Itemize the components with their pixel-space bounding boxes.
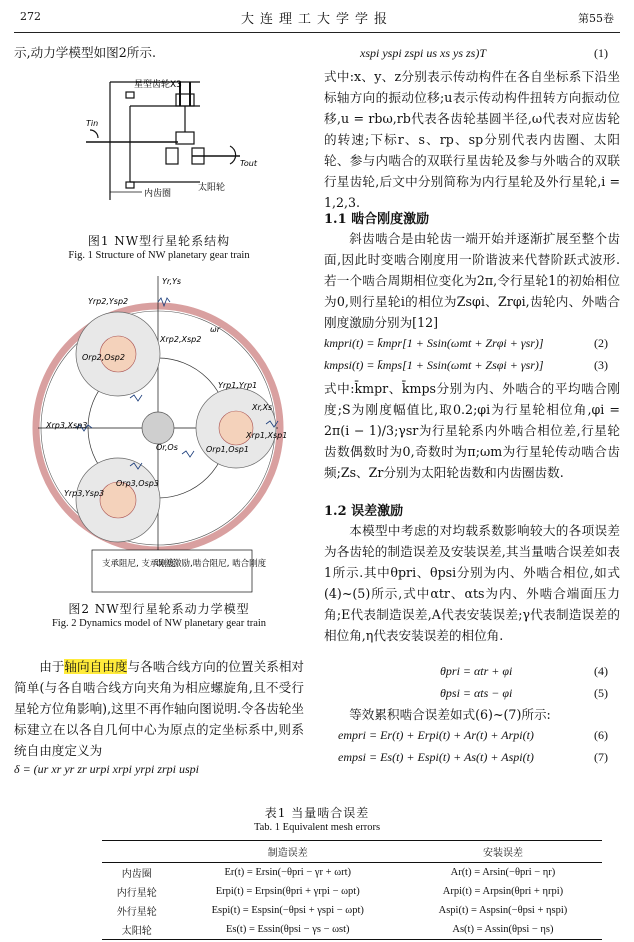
eq1-line: xspi yspi zspi us xs ys zs)T: [360, 46, 487, 60]
figure-2-dynamics-model: [30, 268, 290, 598]
eq2-number: (2): [594, 336, 608, 350]
para-before: 由于: [39, 659, 65, 674]
table-cell: Es(t) = Essin(θpsi − γs − ωst): [172, 920, 404, 940]
highlighted-phrase: 轴向自由度: [64, 659, 128, 674]
fig2-legend: [92, 550, 252, 592]
table-cell: Er(t) = Ersin(−θpri − γr + ωrt): [224, 867, 352, 878]
eq6-number: (6): [594, 728, 608, 742]
eq4: θpri = αtr + φi: [440, 664, 513, 678]
table-row: [102, 882, 602, 901]
table-cell: As(t) = Assin(θpsi − ηs): [404, 920, 602, 940]
fig2-xrp3-label: Xrp3,Xsp3: [46, 421, 88, 430]
section-1-1-paragraph-2: 式中:k̄mpr、k̄mps分别为内、外啮合的平均啮合刚度;S为刚度幅值比,取0.2;φi为行星轮相位角,φi = 2π(i − 1)/3;γsr为行星轮系内外啮合相位差,行星轮齿数偶数时为0,奇数时为π;ωm为行星轮传动啮合齿频;Zs、Zr分别为太阳轮齿数和内齿圈齿数.: [324, 381, 620, 480]
eq4-number: (4): [594, 664, 608, 678]
planet-gear-top: [176, 94, 194, 106]
spring-mark: [182, 451, 194, 457]
fig2-orp1-label: Orp1,Osp1: [206, 445, 249, 454]
figure-1-caption-en: Fig. 1 Structure of NW planetary gear train: [68, 250, 250, 261]
table-cell-label: 太阳轮: [102, 920, 172, 940]
table-header-cell: [102, 841, 172, 863]
table-cell-label: 内行星轮: [116, 888, 157, 899]
eq3-number: (3): [594, 358, 608, 372]
section-1-1-heading: 1.1 啮合刚度激励: [324, 212, 430, 227]
eq5: θpsi = αts − φi: [440, 686, 513, 700]
section-1-2-heading: 1.2 误差激励: [324, 504, 404, 519]
planet-gear-bottom: [176, 132, 194, 144]
input-torque-arrow: [90, 130, 98, 138]
fig1-planet-label: 星型齿轮X3: [134, 80, 182, 90]
eq2: kmpri(t) = k̄mpr[1 + Ssin(ωmt + Zrφi + γsr)]: [324, 336, 544, 350]
fig2-legend-2: 误差激励,啮合阻尼, 啮合刚度: [156, 559, 267, 569]
table-header-cell: 安装误差: [404, 841, 602, 863]
fig2-yrp2-label: Yrp2,Ysp2: [88, 297, 129, 306]
dof-vector: δ = (ur xr yr zr urpi xrpi yrpi zrpi uspi: [14, 762, 200, 776]
eq7: empsi = Es(t) + Espi(t) + As(t) + Aspi(t): [338, 750, 534, 764]
table-1: [102, 840, 602, 940]
table-row: [102, 863, 602, 883]
table-cell-label: 内齿圈: [121, 869, 152, 880]
section-1-1-paragraph: 斜齿啮合是由轮齿一端开始并逐渐扩展至整个齿面,因此时变啮合刚度用一阶谐波来代替阶跃式波形.若一个啮合周期相位变化为2π,令行星轮1的初始相位为0,则行星轮i的相位为Zsφi、Zrφi,齿轮内、外啮合刚度激励分别为[12]: [324, 231, 620, 330]
left-paragraph: [14, 656, 304, 761]
fig2-xrp1-label: Xrp1,Xsp1: [246, 431, 288, 440]
equation-intro: 等效累积啮合误差如式(6)~(7)所示:: [349, 707, 551, 722]
fig2-orp2-label: Orp2,Osp2: [82, 353, 125, 362]
eq7-number: (7): [594, 750, 608, 764]
eq3: kmpsi(t) = k̄mps[1 + Ssin(ωmt + Zsφi + γsr)]: [324, 358, 544, 372]
journal-title: 大连理工大学学报: [240, 12, 393, 27]
fig2-xr-label: Xr,Xs: [252, 403, 273, 412]
fig2-yrp1-label: Yrp1,Yrp1: [218, 381, 258, 390]
table-row: [102, 901, 602, 920]
table-1-caption-zh: 表1 当量啮合误差: [264, 806, 370, 820]
table-1-caption-en: Tab. 1 Equivalent mesh errors: [253, 822, 381, 833]
sun-gear: [142, 412, 174, 444]
fig1-tin-label: Tin: [86, 119, 99, 128]
figure-2-caption-zh: 图2 NW型行星轮系动力学模型: [68, 602, 250, 616]
table-cell: Espi(t) = Espsin(−θpsi + γspi − ωpt): [211, 905, 364, 916]
fig1-tout-label: Tout: [240, 159, 257, 168]
header-rule: [14, 32, 620, 33]
fig2-xrp2-label: Xrp2,Xsp2: [160, 335, 202, 344]
table-header-cell: 制造误差: [172, 841, 404, 863]
bearing-mark: [126, 92, 134, 98]
figure-1-structure: [80, 72, 280, 220]
table-cell-label: 外行星轮: [116, 907, 157, 918]
table-cell: Erpi(t) = Erpsin(θpri + γrpi − ωpt): [215, 886, 360, 897]
spring-mark: [130, 395, 142, 401]
table-row: [102, 920, 602, 940]
fig2-legend-1: 支承阻尼, 支承刚度: [102, 559, 176, 569]
eq1-number: (1): [594, 46, 608, 60]
eq5-number: (5): [594, 686, 608, 700]
table-cell: Ar(t) = Arsin(−θpri − ηr): [450, 867, 556, 878]
table-header-row: [102, 841, 602, 863]
intro-line: 示,动力学模型如图2所示.: [14, 45, 156, 60]
fig2-yrp3-label: Yrp3,Ysp3: [64, 489, 105, 498]
fig2-omega-label: ωr: [210, 325, 220, 334]
fig1-ring-label: 内齿圈: [144, 189, 172, 199]
fig1-sun-label: 太阳轮: [198, 183, 226, 193]
fig2-orp3-label: Orp3,Osp3: [116, 479, 159, 488]
figure-1-caption-zh: 图1 NW型行星轮系结构: [87, 234, 231, 248]
fig2-or-label: Or,Os: [156, 443, 178, 452]
volume-label: 第55卷: [578, 12, 614, 25]
figure-2-caption-en: Fig. 2 Dynamics model of NW planetary gear train: [51, 618, 267, 629]
section-1-2-paragraph: 本模型中考虑的对均载系数影响较大的各项误差为各齿轮的制造误差及安装误差,其当量啮合误差如表1所示.其中θpri、θpsi分别为内、外啮合相位,如式(4)~(5)所示,式中αtr、αts为内、外啮合端面压力角;E代表制造误差,A代表安装误差;γ代表制造误差的相位角,η代表安装误差的相位角.: [324, 523, 620, 643]
output-torque-arrow: [230, 146, 236, 164]
eq6: empri = Er(t) + Erpi(t) + Ar(t) + Arpi(t): [338, 728, 534, 742]
page-number: 272: [20, 10, 41, 23]
table-cell: Arpi(t) = Arpsin(θpri + ηrpi): [442, 886, 564, 897]
para-after: 与各啮合线方向的位置关系相对简单(与各自啮合线方向夹角为相应螺旋角,且不受行星轮方位角影响),这里不再作轴向图说明.令各齿轮坐标建立在以各自几何中心为原点的定坐标系中,则系统自由度定义为: [14, 659, 305, 758]
table-cell: Aspi(t) = Aspsin(−θpsi + ηspi): [438, 905, 568, 916]
fig2-yr-label: Yr,Ys: [162, 277, 182, 286]
definitions-paragraph: 式中:x、y、z分别表示传动构件在各自坐标系下沿坐标轴方向的振动位移;u表示传动构件扭转方向振动位移,u = rbω,rb代表各齿轮基圆半径,ω代表对应齿轮的转速;下标r、s、rp、sp分别代表内齿圈、太阳轮、参与内啮合的双联行星齿轮及参与外啮合的双联行星齿轮,后文中分别简称为内行星轮及外行星轮,i = 1,2,3.: [324, 69, 620, 210]
